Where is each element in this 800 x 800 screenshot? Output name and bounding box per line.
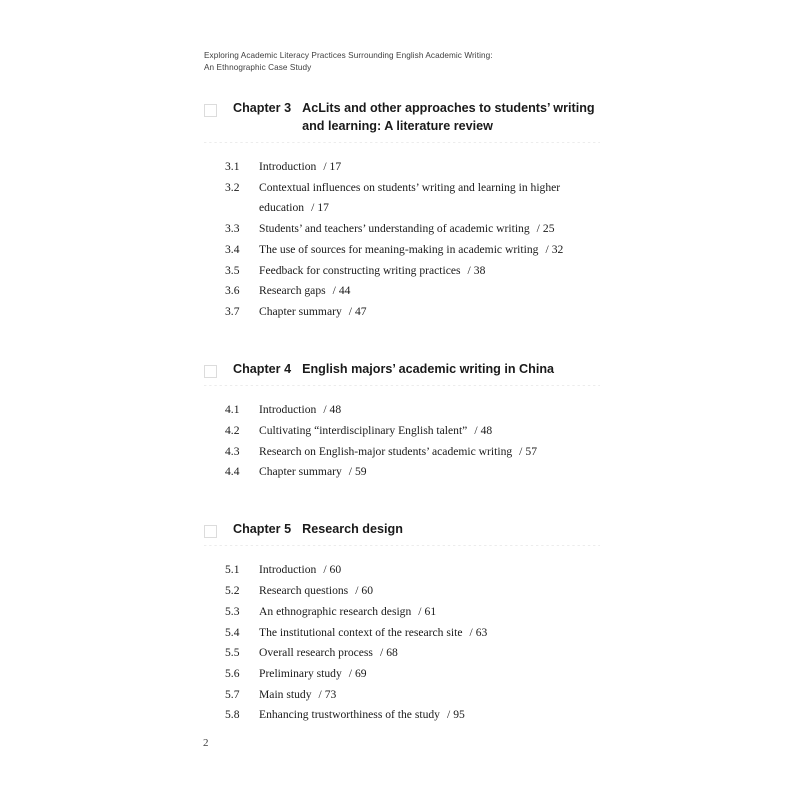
toc-entry-title: Feedback for constructing writing practices [259,263,461,277]
toc-entry-number: 3.4 [225,242,240,256]
running-header-line-2: An Ethnographic Case Study [204,63,312,73]
toc-entry-separator: / [348,465,352,479]
toc-entry-text [259,581,604,602]
running-header-line-1: Exploring Academic Literacy Practices Surrounding English Academic Writing: [204,51,493,60]
toc-entry-text [259,261,604,282]
toc-entry-separator: / [545,242,549,256]
toc-content [204,100,604,764]
toc-entry-text [259,219,604,240]
toc-entry-text [259,623,604,644]
toc-entry-text [259,240,604,261]
toc-entry-separator: / [323,160,327,173]
toc-entry-text [259,302,604,323]
toc-entry-page-number: 59 [354,465,367,479]
toc-entry-title: The institutional context of the research site [259,625,463,639]
toc-entry-title: Research on English-major students’ academic writing [259,444,513,458]
toc-entry-number: 3.5 [225,263,240,277]
toc-entry-separator: / [536,222,540,236]
toc-entry-number: 5.4 [225,625,240,639]
toc-entry-page-number: 95 [453,708,465,722]
toc-entry-text [259,685,604,706]
toc-entry-number: 3.2 [225,180,240,194]
toc-entry-number: 5.8 [225,708,240,722]
toc-entry-separator: / [323,563,327,577]
toc-entry-number: 4.1 [225,403,240,417]
toc-entry[interactable] [225,240,604,261]
toc-entry-text [259,643,604,664]
toc-entry-title: Research gaps [259,284,326,298]
toc-entry-text [259,462,604,483]
toc-entry-number: 5.7 [225,687,240,701]
chapter-heading[interactable] [204,100,604,135]
empty-square-checkbox-icon[interactable] [204,525,217,538]
chapter-heading[interactable] [204,361,604,379]
toc-entry-page-number: 17 [329,160,342,173]
running-header [204,50,624,74]
toc-entry-separator: / [348,666,352,680]
toc-entry-text [259,281,604,302]
toc-entry-separator: / [446,708,451,722]
chapter-title-wrap [233,521,604,539]
toc-entry-number: 3.1 [225,160,240,173]
toc-entry-number: 5.6 [225,666,240,680]
toc-entry-page-number: 17 [317,201,329,215]
toc-entry-separator: / [355,584,359,598]
toc-entry-page-number: 73 [324,687,337,701]
chapter-title: English majors’ academic writing in China [302,361,555,376]
toc-entry-number: 5.1 [225,563,240,577]
toc-entry-number: 4.2 [225,423,240,437]
toc-entry-separator: / [318,687,322,701]
toc-entry-text [259,157,604,178]
chapter-block [204,361,604,483]
toc-entry[interactable] [225,602,604,623]
toc-entry[interactable] [225,643,604,664]
toc-entry-number: 4.4 [225,465,240,479]
toc-entry-title: Enhancing trustworthiness of the study [259,708,440,722]
section-list [225,157,604,323]
toc-entry-text [259,421,604,442]
toc-entry-text [259,178,604,219]
toc-entry-separator: / [348,304,352,318]
toc-entry-text [259,400,604,421]
toc-entry-number: 5.2 [225,584,240,598]
chapter-divider [204,545,600,546]
chapter-heading[interactable] [204,521,604,539]
toc-entry[interactable] [225,560,604,581]
toc-entry-title: Overall research process [259,646,373,660]
toc-entry-number: 3.7 [225,304,240,318]
toc-entry-page-number: 61 [424,604,437,618]
toc-entry-separator: / [418,604,422,618]
toc-entry-separator: / [311,201,315,215]
toc-entry[interactable] [225,581,604,602]
toc-entry[interactable] [225,685,604,706]
toc-entry-title: Introduction [259,403,317,417]
chapter-divider [204,385,600,386]
toc-entry-page-number: 32 [551,242,564,256]
toc-entry-page-number: 48 [480,423,493,437]
toc-entry[interactable] [225,705,604,726]
chapter-divider [204,142,600,143]
toc-entry-page-number: 68 [386,646,398,660]
chapter-label: Chapter 4 [233,361,292,376]
toc-entry-title: Main study [259,687,312,701]
toc-entry-number: 3.3 [225,222,240,236]
toc-entry-text [259,664,604,685]
toc-entry[interactable] [225,281,604,302]
toc-entry-title: Introduction [259,160,317,173]
toc-entry[interactable] [225,442,604,463]
toc-entry-separator: / [469,625,473,639]
toc-entry[interactable] [225,623,604,644]
toc-entry-page-number: 60 [329,563,342,577]
toc-entry-page-number: 25 [542,222,555,236]
toc-entry-title: Chapter summary [259,465,342,479]
section-list [225,560,604,726]
toc-entry-title: Chapter summary [259,304,342,318]
toc-entry[interactable] [225,178,604,219]
toc-entry-number: 3.6 [225,284,240,298]
toc-entry-title: The use of sources for meaning-making in academic writing [259,242,539,256]
toc-entry-number: 4.3 [225,444,240,458]
toc-entry-title: Contextual influences on students’ writing and learning in higher education [259,180,561,215]
toc-entry-separator: / [467,263,471,277]
toc-entry[interactable] [225,261,604,282]
toc-entry-page-number: 44 [338,284,351,298]
toc-entry-page-number: 63 [475,625,488,639]
toc-entry-page-number: 38 [473,263,486,277]
toc-entry[interactable] [225,462,604,483]
toc-entry-title: Research questions [259,584,349,598]
toc-entry-text [259,602,604,623]
toc-entry[interactable] [225,302,604,323]
toc-entry-number: 5.3 [225,604,240,618]
toc-entry-separator: / [474,423,478,437]
section-list [225,400,604,483]
chapter-label: Chapter 5 [233,521,292,536]
empty-square-checkbox-icon[interactable] [204,104,217,117]
toc-entry-title: Preliminary study [259,666,342,680]
toc-entry-separator: / [519,444,523,458]
toc-entry-page-number: 69 [355,666,367,680]
toc-entry[interactable] [225,400,604,421]
chapter-title: Research design [302,521,403,536]
chapter-title-wrap [233,361,604,379]
toc-entry[interactable] [225,664,604,685]
toc-entry[interactable] [225,219,604,240]
toc-entry-title: Students’ and teachers’ understanding of academic writing [259,222,530,236]
page-folio: 2 [203,737,209,749]
toc-entry-page-number: 47 [354,304,367,318]
toc-entry-number: 5.5 [225,646,240,660]
toc-entry-text [259,705,604,726]
toc-entry-text [259,442,604,463]
toc-entry-title: Cultivating “interdisciplinary English talent” [259,423,468,437]
toc-entry-page-number: 57 [525,444,537,458]
chapter-title-wrap [233,100,604,135]
empty-square-checkbox-icon[interactable] [204,365,217,378]
toc-entry-title: An ethnographic research design [259,604,412,618]
toc-entry-separator: / [332,284,336,298]
toc-entry[interactable] [225,421,604,442]
toc-entry-separator: / [379,646,384,660]
toc-entry-text [259,560,604,581]
toc-entry-page-number: 48 [329,403,342,417]
chapter-block [204,521,604,726]
toc-entry-separator: / [323,403,327,417]
chapter-title: AcLits and other approaches to students’ writing and learning: A literature review [302,101,595,133]
chapter-label: Chapter 3 [233,101,292,115]
toc-entry-title: Introduction [259,563,317,577]
chapter-block [204,100,604,323]
toc-entry-page-number: 60 [361,584,374,598]
toc-entry[interactable] [225,157,604,178]
